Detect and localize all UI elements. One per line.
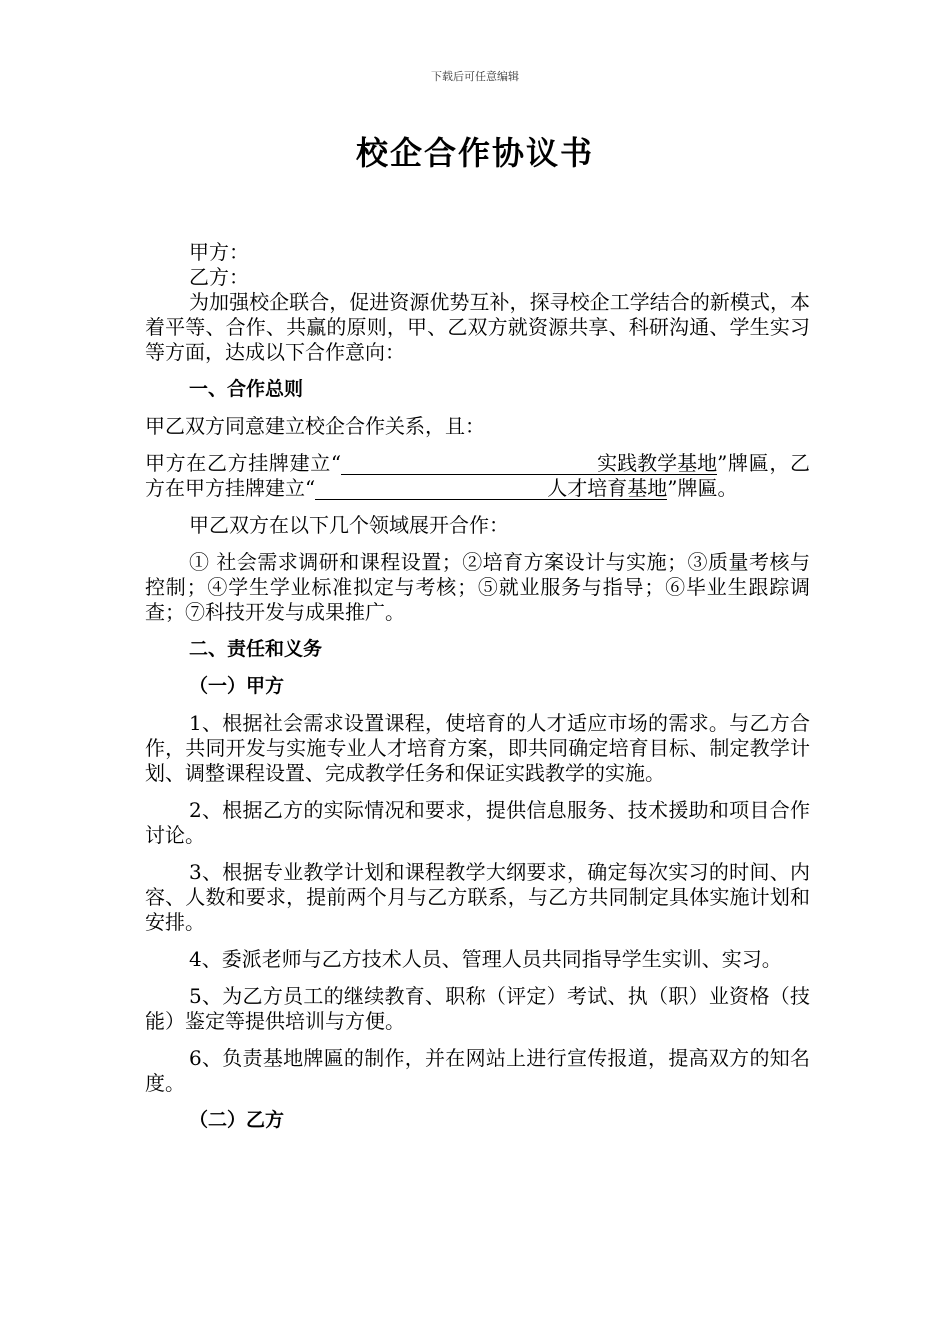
section-1-heading: 一、合作总则 — [189, 378, 304, 400]
duty-item: 3、根据专业教学计划和课程教学大纲要求，确定每次实习的时间、内容、人数和要求，提前两个月与乙方联系，与乙方共同制定具体实施计划和安排。 — [145, 860, 810, 934]
section-1-paragraph-3: 甲乙双方在以下几个领域展开合作： — [189, 513, 509, 537]
duty-item: 1、根据社会需求设置课程，使培育的人才适应市场的需求。与乙方合作，共同开发与实施专业人才培育方案，即共同确定培育目标、制定教学计划、调整课程设置、完成教学任务和保证实践教学的实施。 — [145, 711, 810, 785]
header-note: 下载后可任意编辑 — [431, 70, 519, 83]
section-2-sub-a-heading: （一）甲方 — [189, 675, 285, 697]
plaque-blank-1: 实践教学基地 — [341, 452, 717, 475]
duty-item: 6、负责基地牌匾的制作，并在网站上进行宣传报道，提高双方的知名度。 — [145, 1046, 810, 1095]
section-1-paragraph-4: ① 社会需求调研和课程设置；②培育方案设计与实施；③质量考核与控制；④学生学业标准拟定与考核；⑤就业服务与指导；⑥毕业生跟踪调查；⑦科技开发与成果推广。 — [145, 550, 810, 624]
duty-item: 5、为乙方员工的继续教育、职称（评定）考试、执（职）业资格（技能）鉴定等提供培训与方便。 — [145, 984, 810, 1033]
plaque-text-part-3: ”牌匾。 — [667, 476, 738, 500]
document-title: 校企合作协议书 — [355, 134, 594, 172]
section-2-heading: 二、责任和义务 — [189, 638, 323, 660]
section-2-sub-b-heading: （二）乙方 — [189, 1109, 285, 1131]
plaque-text-part-2: ”牌匾，乙方在甲方挂牌建立“ — [145, 451, 810, 500]
plaque-text-part-1: 甲方在乙方挂牌建立“ — [145, 451, 342, 475]
section-1-paragraph-2 — [145, 451, 810, 501]
document-body — [145, 240, 810, 1133]
section-1-paragraph-1: 甲乙双方同意建立校企合作关系，且： — [145, 414, 485, 438]
party-b-label: 乙方： — [189, 265, 249, 289]
intro-paragraph: 为加强校企联合，促进资源优势互补，探寻校企工学结合的新模式，本着平等、合作、共赢的原则，甲、乙双方就资源共享、科研沟通、学生实习等方面，达成以下合作意向： — [145, 290, 810, 364]
party-a-label: 甲方： — [189, 240, 249, 264]
plaque-blank-2: 人才培育基地 — [315, 477, 667, 500]
duty-item: 2、根据乙方的实际情况和要求，提供信息服务、技术援助和项目合作讨论。 — [145, 798, 810, 847]
duty-item: 4、委派老师与乙方技术人员、管理人员共同指导学生实训、实习。 — [189, 947, 782, 971]
